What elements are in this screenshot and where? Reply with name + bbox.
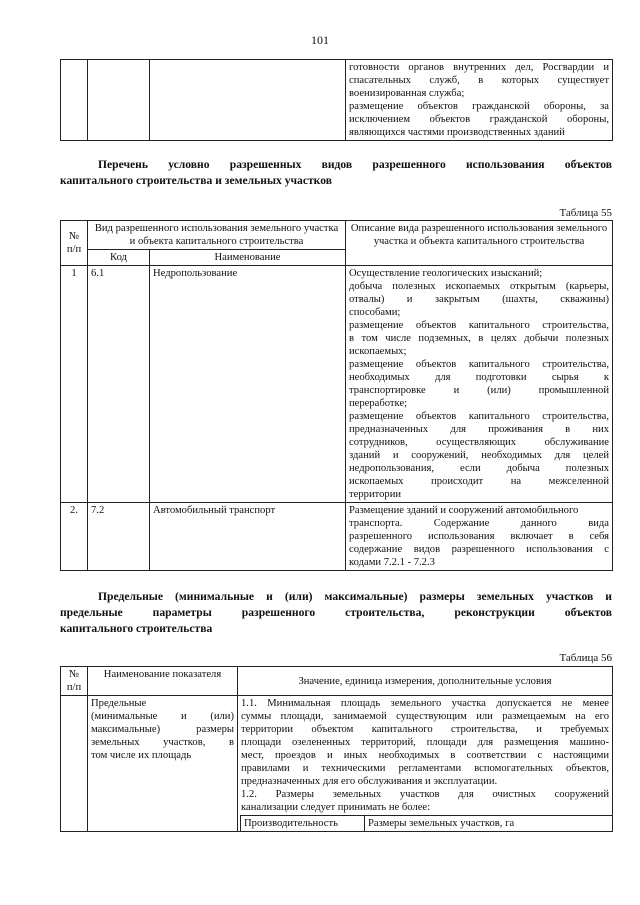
heading-line: предельные параметры разрешенного строительства, реконструкции объектов (60, 606, 612, 619)
header-code: Код (88, 250, 150, 266)
value-line: площади озелененных территорий, площади для размещения машино- (241, 737, 609, 748)
header-kind: Вид разрешенного использования земельного участка и объекта капитального строительства (88, 221, 346, 250)
row-name: Недропользование (150, 266, 346, 503)
section-heading-limit-sizes (60, 589, 612, 637)
value-line: 1.1. Минимальная площадь земельного участка допускается не менее (241, 698, 609, 709)
header-value: Значение, единица измерения, дополнительные условия (238, 667, 613, 696)
description-line: транспортировке и (или) промышленной (349, 385, 610, 396)
header-num (61, 221, 88, 266)
value-line: канализации следует принимать не более: (241, 802, 431, 813)
value-line: 1.2. Размеры земельных участков для очистных сооружений (241, 789, 609, 800)
description-line: Размещение зданий и сооружений автомобильного (349, 505, 579, 516)
inner-header-plot-size: Размеры земельных участков, га (365, 816, 613, 832)
row-indicator-name (88, 696, 238, 832)
num-cell (61, 60, 88, 141)
row-num: 2. (61, 503, 88, 571)
description-line: в том числе подземных, в целях добычи полезных (349, 333, 610, 344)
description-line: являющихся частями производственных зданий (349, 127, 565, 138)
value-line: территории объектом капитального строительства, и требуемых (241, 724, 609, 735)
description-line: размещение объектов капитального строительства, (349, 320, 610, 331)
description-line: зданий и сооружений, необходимых для целей (349, 450, 610, 461)
description-line: содержание видов разрешенного использования с (349, 544, 610, 555)
row-name: Автомобильный транспорт (150, 503, 346, 571)
description-line: ископаемых; (349, 346, 407, 357)
value-line: предназначенных для его обслуживания и эксплуатации. (241, 776, 498, 787)
value-line: мест, проездов и иных необходимых в соответствии с настоящими (241, 750, 609, 761)
name-line: (минимальные и (или) (91, 711, 234, 722)
description-line: спасательных служб, в которых существует (349, 75, 609, 86)
description-line: готовности органов внутренних дел, Росгвардии и (349, 62, 609, 73)
description-line: добыча полезных ископаемых открытым (карьеры, (349, 281, 610, 292)
description-line: Осуществление геологических изысканий; (349, 268, 543, 279)
table-55-label: Таблица 55 (559, 207, 612, 219)
table-row (61, 503, 613, 571)
heading-line: капитального строительства и земельных участков (60, 174, 332, 187)
description-line: кодами 7.2.1 - 7.2.3 (349, 557, 435, 568)
inner-table (240, 815, 613, 831)
header-description: Описание вида разрешенного использования земельного участка и объекта капитального строительства (346, 221, 613, 266)
row-description (346, 266, 613, 503)
row-code: 7.2 (88, 503, 150, 571)
header-name: Наименование (150, 250, 346, 266)
inner-header-capacity: Производительность (241, 816, 365, 832)
description-line: предназначенных для проживания в них (349, 424, 610, 435)
header-indicator-name: Наименование показателя (88, 667, 238, 696)
table-55 (60, 220, 613, 571)
table-header-row (61, 667, 613, 696)
description-line: военизированная служба; (349, 88, 465, 99)
heading-line: Предельные (минимальные и (или) максимальные) размеры земельных участков и (98, 590, 612, 603)
name-line: максимальные) размеры (91, 724, 234, 735)
description-line: исключением объектов гражданской обороны, (349, 114, 609, 125)
code-cell (88, 60, 150, 141)
description-line: отвалы) и закрытым (шахты, скважины) (349, 294, 610, 305)
row-value (238, 696, 613, 832)
description-line: размещение объектов капитального строительства, (349, 411, 610, 422)
table-header-row (61, 221, 613, 250)
description-line: территории (349, 489, 402, 500)
table-row (61, 696, 613, 832)
header-num-label: № п/п (66, 231, 82, 255)
description-line: способами; (349, 307, 401, 318)
description-line: разрешенного использования включает в себя (349, 531, 610, 542)
table-56-label: Таблица 56 (559, 652, 612, 664)
name-cell (150, 60, 346, 141)
heading-line: Перечень условно разрешенных видов разрешенного использования объектов (98, 158, 612, 171)
description-line: ископаемых происходит на межселенной (349, 476, 610, 487)
description-line: сотрудников, осуществляющих обслуживание (349, 437, 610, 448)
description-line: необходимых для подготовки сырья к (349, 372, 610, 383)
table-row (61, 266, 613, 503)
page-number: 101 (311, 33, 329, 47)
table-row (61, 60, 613, 141)
section-heading-conditional-uses (60, 157, 612, 189)
name-line: том числе их площадь (91, 750, 192, 761)
heading-line: капитального строительства (60, 622, 213, 635)
inner-table-header-row (241, 816, 613, 832)
row-description (346, 503, 613, 571)
value-line: правилами и техническими регламентами вспомогательных объектов, (241, 763, 609, 774)
header-num: № п/п (61, 667, 88, 696)
description-line: размещение объектов гражданской обороны, за (349, 101, 609, 112)
continuation-table (60, 59, 613, 141)
description-line: размещение объектов капитального строительства, (349, 359, 610, 370)
description-line: недропользования, если добыча полезных (349, 463, 610, 474)
description-line: переработке; (349, 398, 408, 409)
row-num (61, 696, 88, 832)
description-cell (346, 60, 613, 141)
row-num: 1 (61, 266, 88, 503)
row-code: 6.1 (88, 266, 150, 503)
description-line: транспорта. Содержание данного вида (349, 518, 610, 529)
table-56 (60, 666, 613, 832)
name-line: Предельные (91, 698, 147, 709)
value-line: суммы площади, занимаемой существующим или размещаемым на его (241, 711, 609, 722)
name-line: земельных участков, в (91, 737, 234, 748)
